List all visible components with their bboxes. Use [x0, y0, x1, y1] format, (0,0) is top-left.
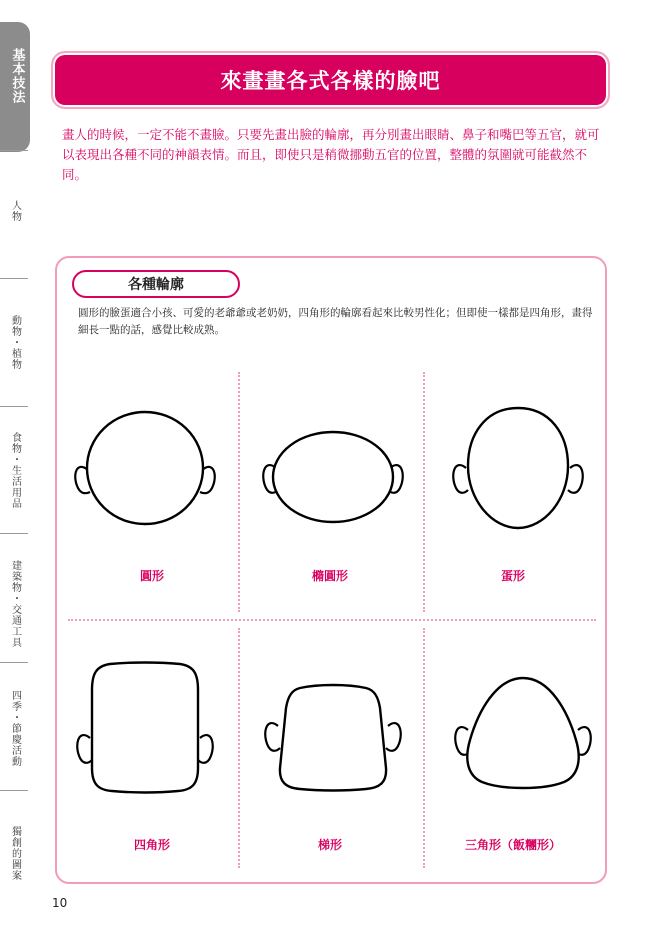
grid-divider: [423, 628, 425, 868]
sidebar-item-animals-plants[interactable]: 動物・植物: [9, 315, 21, 370]
sidebar-item-basic-techniques[interactable]: 基本技法: [9, 48, 25, 104]
section-description: 圓形的臉蛋適合小孩、可愛的老爺爺或老奶奶，四角形的輪廓看起來比較男性化；但即使一樣都是四角形，畫得細長一點的話，感覺比較成熟。: [78, 307, 593, 336]
sidebar-item-buildings-transport[interactable]: 建築物・交通工具: [9, 560, 21, 648]
shape-label-egg: 蛋形: [500, 569, 525, 583]
egg-face-icon: [448, 404, 588, 534]
intro-text: 畫人的時候，一定不能不畫臉。只要先畫出臉的輪廓，再分別畫出眼睛、鼻子和嘴巴等五官，就可以表現出各種不同的神韻表情。而且，即使只是稍微挪動五官的位置，整體的氛圍就可能截然不同。: [62, 127, 600, 182]
shape-label-square: 四角形: [133, 838, 170, 852]
sidebar-item-food-daily[interactable]: 食物・生活用品: [9, 432, 21, 509]
page-number: 10: [52, 896, 68, 910]
grid-divider: [238, 628, 240, 868]
grid-divider: [423, 372, 425, 612]
grid-divider: [68, 619, 596, 621]
sidebar-divider: [0, 662, 28, 663]
section-heading: 各種輪廓: [72, 270, 240, 298]
sidebar-item-seasons-festivals[interactable]: 四季・節慶活動: [9, 690, 21, 767]
shape-label-triangle: 三角形（飯糰形）: [464, 838, 561, 852]
sidebar-divider: [0, 278, 28, 279]
page-title: 來畫畫各式各樣的臉吧: [220, 69, 441, 93]
shape-label-round: 圓形: [139, 569, 164, 583]
triangle-face-icon: [448, 672, 598, 797]
round-face-icon: [70, 408, 220, 533]
grid-divider: [238, 372, 240, 612]
sidebar-divider: [0, 790, 28, 791]
sidebar-divider: [0, 533, 28, 534]
chapter-sidebar: [0, 0, 30, 941]
shape-label-trapezoid: 梯形: [317, 838, 342, 852]
shape-label-oval: 橢圓形: [311, 569, 348, 583]
oval-face-icon: [258, 428, 408, 528]
trapezoid-face-icon: [258, 680, 408, 795]
square-face-icon: [70, 660, 220, 795]
sidebar-item-original-patterns[interactable]: 獨創的圖案: [9, 826, 21, 881]
sidebar-divider: [0, 150, 28, 151]
title-banner: [53, 53, 608, 107]
sidebar-divider: [0, 406, 28, 407]
sidebar-item-people[interactable]: 人物: [9, 200, 21, 222]
